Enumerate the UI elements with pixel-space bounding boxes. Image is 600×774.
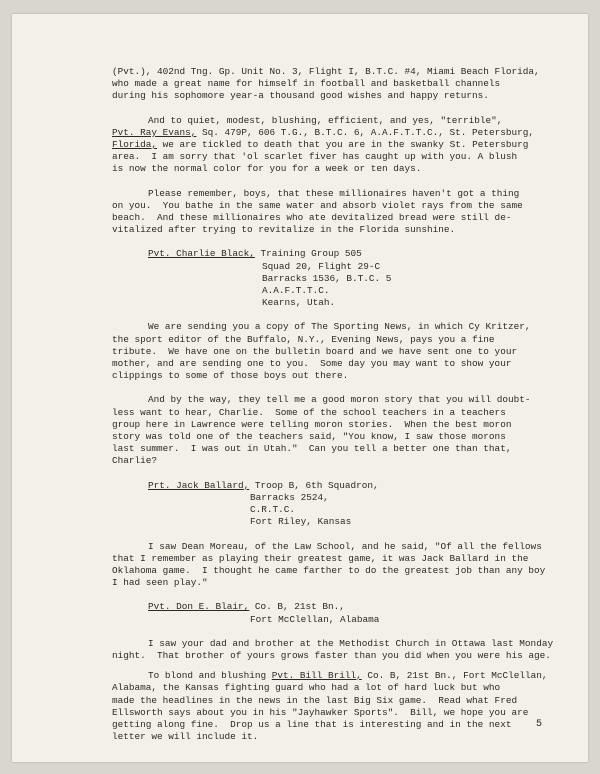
- address-line: [112, 248, 552, 260]
- text-line-rest: we are tickled to death that you are in the swanky St. Petersburg: [157, 139, 529, 151]
- paragraph-ray-evans: [112, 115, 552, 176]
- address-line: Fort Riley, Kansas: [250, 516, 352, 528]
- text-line: less want to hear, Charlie. Some of the school teachers in a teachers: [112, 406, 506, 418]
- text-line: who made a great name for himself in football and basketball channels: [112, 78, 501, 90]
- letter-body: [112, 66, 552, 743]
- text-line-start: To blond and blushing: [148, 670, 272, 682]
- paragraph-millionaires: [112, 188, 552, 237]
- text-line: mother, and are sending one to you. Some day you may want to show your: [112, 358, 512, 370]
- address-line: Barracks 2524,: [250, 491, 329, 503]
- address-jack-ballard: [112, 480, 552, 529]
- text-line: letter we will include it.: [112, 731, 259, 743]
- text-line: [112, 127, 552, 139]
- address-charlie-black: [112, 248, 552, 309]
- page-number: 5: [536, 719, 543, 730]
- address-line: Fort McClellan, Alabama: [250, 613, 380, 625]
- recipient-name: Prt. Jack Ballard,: [148, 479, 250, 491]
- address-text: Troop B, 6th Squadron,: [249, 479, 379, 491]
- address-line: Kearns, Utah.: [262, 297, 336, 309]
- address-line: Squad 20, Flight 29-C: [262, 260, 381, 272]
- text-line: area. I am sorry that 'ol scarlet fiver has caught up with you. A blush: [112, 151, 518, 163]
- text-line: And by the way, they tell me a good moron story that you will doubt-: [148, 394, 531, 406]
- text-line: Charlie?: [112, 455, 158, 467]
- address-line: [112, 480, 552, 492]
- text-line: Please remember, boys, that these millionaires haven't got a thing: [148, 187, 520, 199]
- address-line: [112, 601, 552, 613]
- text-line: [112, 670, 552, 682]
- text-line: made the headlines in the news in the last Big Six game. Read what Fred: [112, 694, 518, 706]
- text-line: vitalized after trying to revitalize in the Florida sunshine.: [112, 224, 456, 236]
- address-text: Training Group 505: [254, 248, 362, 260]
- text-line: group here in Lawrence were telling moron stories. When the best moron: [112, 418, 512, 430]
- text-line: Ellsworth says about you in his "Jayhawker Sports". Bill, we hope you are: [112, 706, 529, 718]
- text-line: I had seen play.": [112, 577, 208, 589]
- text-line: is now the normal color for you for a week or ten days.: [112, 163, 422, 175]
- text-line: (Pvt.), 402nd Tng. Gp. Unit No. 3, Flight I, B.T.C. #4, Miami Beach Florida,: [112, 66, 540, 77]
- text-line: clippings to some of those boys out there.: [112, 370, 349, 382]
- paragraph-ottawa: [112, 638, 552, 662]
- recipient-name: Pvt. Ray Evans,: [112, 126, 197, 138]
- text-line: [112, 139, 552, 151]
- text-line: last summer. I was out in Utah." Can you tell a better one than that,: [112, 443, 512, 455]
- paragraph-bill-brill: [112, 670, 552, 743]
- recipient-name: Pvt. Don E. Blair,: [148, 601, 250, 613]
- paragraph-sporting-news: [112, 321, 552, 382]
- address-don-blair: [112, 601, 552, 625]
- text-line: during his sophomore year-a thousand good wishes and happy returns.: [112, 90, 489, 102]
- text-line: on you. You bathe in the same water and absorb violet rays from the same: [112, 199, 523, 211]
- recipient-name: Pvt. Bill Brill,: [271, 670, 362, 682]
- recipient-name: Pvt. Charlie Black,: [148, 248, 255, 260]
- recipient-location: Florida,: [112, 139, 158, 151]
- text-line: beach. And these millionaires who ate devitalized bread were still de-: [112, 212, 512, 224]
- address-line: A.A.F.T.T.C.: [262, 285, 330, 297]
- letter-page: [12, 14, 588, 762]
- paragraph-dean-moreau: [112, 541, 552, 590]
- paragraph-birthday: [112, 66, 552, 103]
- text-line: Oklahoma game. I thought he came farther to do the greatest job than any boy: [112, 564, 546, 576]
- text-line: tribute. We have one on the bulletin board and we have sent one to your: [112, 345, 518, 357]
- text-line: And to quiet, modest, blushing, efficient, and yes, "terrible",: [148, 114, 503, 126]
- text-line: We are sending you a copy of The Sporting News, in which Cy Kritzer,: [148, 321, 531, 333]
- text-line: I saw Dean Moreau, of the Law School, and he said, "Of all the fellows: [148, 540, 542, 552]
- text-line: the sport editor of the Buffalo, N.Y., Evening News, pays you a fine: [112, 333, 495, 345]
- address-text: Co. B, 21st Bn.,: [249, 601, 345, 613]
- text-line-rest: Co. B, 21st Bn., Fort McClellan,: [361, 670, 548, 682]
- text-line: that I remember as playing their greatest game, it was Jack Ballard in the: [112, 552, 529, 564]
- paragraph-moron-story: [112, 394, 552, 467]
- address-line: C.R.T.C.: [250, 504, 296, 516]
- text-line: getting along fine. Drop us a line that is interesting and in the next: [112, 718, 512, 730]
- text-line: night. That brother of yours grows faster than you did when you were his age.: [112, 649, 551, 661]
- text-line: I saw your dad and brother at the Methodist Church in Ottawa last Monday: [148, 637, 554, 649]
- text-line: story was told one of the teachers said, "You know, I saw those morons: [112, 431, 506, 443]
- address-line: Barracks 1536, B.T.C. 5: [262, 272, 392, 284]
- text-line: Alabama, the Kansas fighting guard who had a lot of hard luck but who: [112, 682, 501, 694]
- text-line-rest: Sq. 479P, 606 T.G., B.T.C. 6, A.A.F.T.T.C., St. Petersburg,: [196, 126, 534, 138]
